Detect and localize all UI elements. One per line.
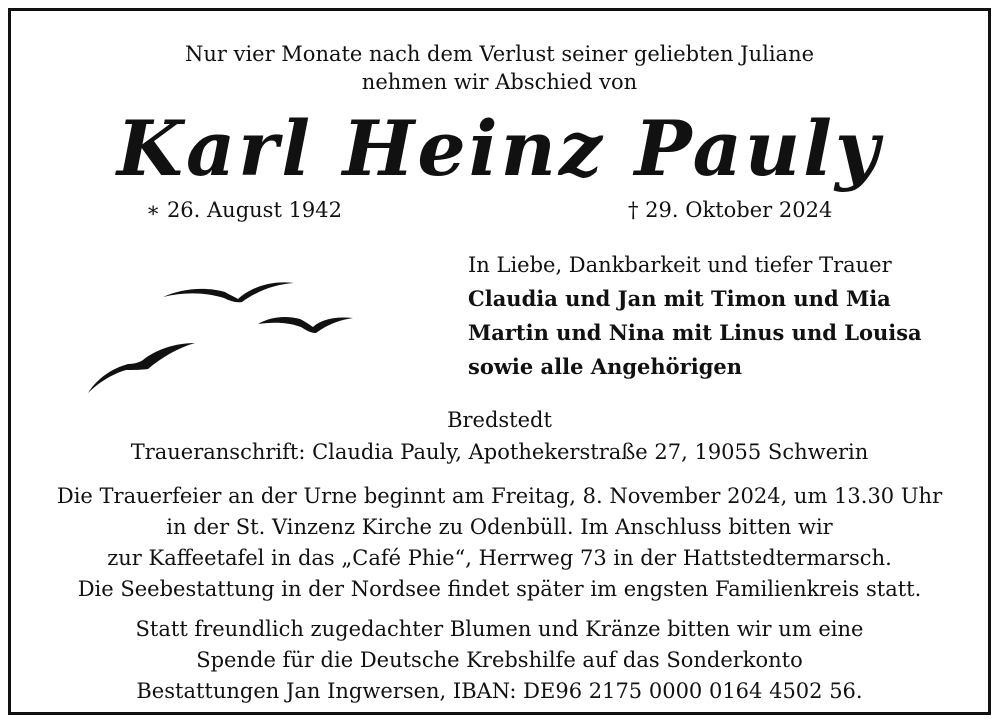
seagull-icon xyxy=(88,343,195,393)
seagull-icon xyxy=(258,317,353,333)
family-block xyxy=(468,248,922,384)
donation-text xyxy=(8,614,991,707)
intro-text xyxy=(8,40,991,96)
birth-date: ∗ 26. August 1942 xyxy=(146,198,343,222)
place: Bredstedt xyxy=(447,408,552,432)
ceremony-text xyxy=(8,481,991,574)
donation-line: Spende für die Deutsche Krebshilfe auf das Sonderkonto xyxy=(196,648,803,672)
donation-line: Statt freundlich zugedachter Blumen und Kränze bitten wir um eine xyxy=(135,617,864,641)
seagull-icon xyxy=(163,282,294,302)
donation-line: Bestattungen Jan Ingwersen, IBAN: DE96 2175 0000 0164 4502 56. xyxy=(136,679,863,703)
death-date: † 29. Oktober 2024 xyxy=(628,198,833,222)
family-intro: In Liebe, Dankbarkeit und tiefer Trauer xyxy=(468,253,892,277)
family-line: Claudia und Jan mit Timon und Mia xyxy=(468,286,891,311)
intro-line: nehmen wir Abschied von xyxy=(361,70,638,94)
ceremony-line: Die Trauerfeier an der Urne beginnt am Freitag, 8. November 2024, um 13.30 Uhr xyxy=(56,484,943,508)
mourning-address: Traueranschrift: Claudia Pauly, Apothekerstraße 27, 19055 Schwerin xyxy=(130,440,869,464)
intro-line: Nur vier Monate nach dem Verlust seiner geliebten Juliane xyxy=(184,42,815,66)
family-line: Martin und Nina mit Linus und Louisa xyxy=(468,320,922,345)
ceremony-line: zur Kaffeetafel in das „Café Phie“, Herrweg 73 in der Hattstedtermarsch. xyxy=(107,546,892,570)
sea-burial-text: Die Seebestattung in der Nordsee findet später im engsten Familienkreis statt. xyxy=(77,577,922,601)
seagulls-icon xyxy=(80,270,370,400)
family-line: sowie alle Angehörigen xyxy=(468,354,743,379)
ceremony-line: in der St. Vinzenz Kirche zu Odenbüll. Im Anschluss bitten wir xyxy=(166,515,833,539)
deceased-name: Karl Heinz Pauly xyxy=(116,104,883,193)
